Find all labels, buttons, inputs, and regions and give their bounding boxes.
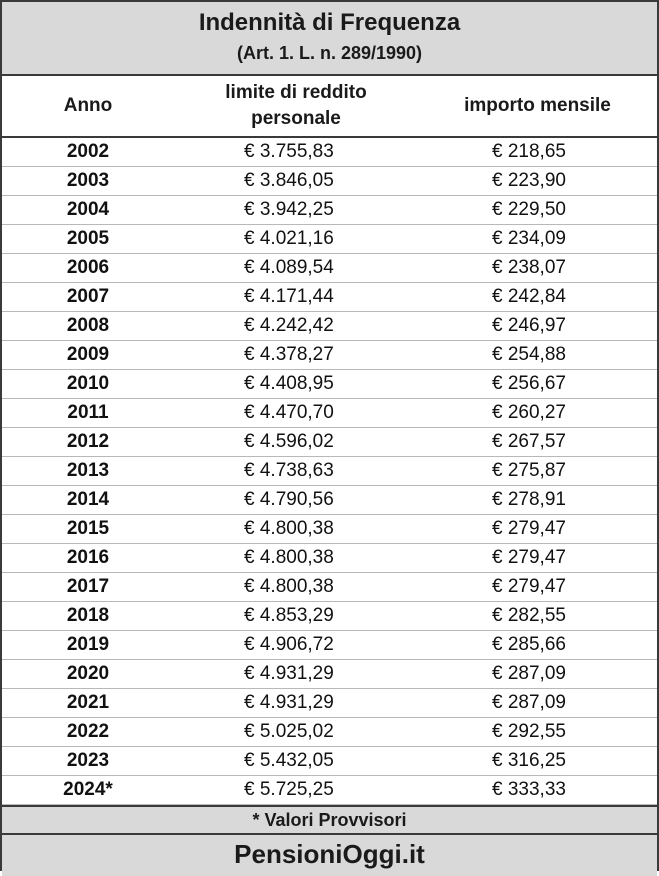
cell-monthly-amount: € 285,66 <box>492 634 566 655</box>
cell-monthly-amount: € 279,47 <box>492 576 566 597</box>
cell-monthly-amount: € 234,09 <box>492 228 566 249</box>
cell-monthly-amount: € 260,27 <box>492 402 566 423</box>
table-row <box>2 399 657 428</box>
table-row <box>2 283 657 312</box>
cell-income-limit: € 4.800,38 <box>244 518 334 539</box>
cell-year: 2016 <box>66 547 110 568</box>
cell-income-limit: € 4.171,44 <box>244 286 334 307</box>
table-row <box>2 631 657 660</box>
table-row <box>2 718 657 747</box>
table-row <box>2 689 657 718</box>
cell-year: 2005 <box>66 228 110 249</box>
cell-income-limit: € 4.853,29 <box>244 605 334 626</box>
cell-year: 2023 <box>66 750 110 771</box>
table-row <box>2 747 657 776</box>
cell-year: 2009 <box>66 344 110 365</box>
cell-year: 2003 <box>66 170 110 191</box>
cell-income-limit: € 3.942,25 <box>244 199 334 220</box>
table-row <box>2 254 657 283</box>
title-block <box>2 2 657 76</box>
cell-income-limit: € 4.408,95 <box>244 373 334 394</box>
cell-year: 2010 <box>66 373 110 394</box>
cell-income-limit: € 4.596,02 <box>244 431 334 452</box>
cell-income-limit: € 4.089,54 <box>244 257 334 278</box>
cell-income-limit: € 4.931,29 <box>244 663 334 684</box>
cell-income-limit: € 4.931,29 <box>244 692 334 713</box>
cell-income-limit: € 4.790,56 <box>244 489 334 510</box>
table-row <box>2 544 657 573</box>
cell-monthly-amount: € 267,57 <box>492 431 566 452</box>
cell-income-limit: € 4.738,63 <box>244 460 334 481</box>
cell-year: 2015 <box>66 518 110 539</box>
table-row <box>2 167 657 196</box>
cell-monthly-amount: € 218,65 <box>492 141 566 162</box>
table-row <box>2 341 657 370</box>
cell-year: 2022 <box>66 721 110 742</box>
cell-year: 2017 <box>66 576 110 597</box>
table-row <box>2 428 657 457</box>
cell-year: 2018 <box>66 605 110 626</box>
table-row <box>2 602 657 631</box>
cell-monthly-amount: € 242,84 <box>492 286 566 307</box>
header-monthly-amount: importo mensile <box>464 95 611 116</box>
cell-monthly-amount: € 223,90 <box>492 170 566 191</box>
cell-year: 2019 <box>66 634 110 655</box>
table-row <box>2 776 657 805</box>
cell-monthly-amount: € 333,33 <box>492 779 566 800</box>
cell-monthly-amount: € 246,97 <box>492 315 566 336</box>
cell-income-limit: € 5.432,05 <box>244 750 334 771</box>
cell-monthly-amount: € 238,07 <box>492 257 566 278</box>
cell-income-limit: € 4.378,27 <box>244 344 334 365</box>
cell-monthly-amount: € 287,09 <box>492 663 566 684</box>
table-row <box>2 660 657 689</box>
table-row <box>2 515 657 544</box>
cell-monthly-amount: € 316,25 <box>492 750 566 771</box>
header-income-limit-line2: personale <box>251 108 341 129</box>
header-year: Anno <box>63 95 113 116</box>
table-row <box>2 573 657 602</box>
header-income-limit-line1: limite di reddito <box>225 82 367 103</box>
cell-monthly-amount: € 275,87 <box>492 460 566 481</box>
cell-income-limit: € 4.800,38 <box>244 576 334 597</box>
cell-income-limit: € 4.906,72 <box>244 634 334 655</box>
table-row <box>2 312 657 341</box>
cell-income-limit: € 4.242,42 <box>244 315 334 336</box>
cell-income-limit: € 4.800,38 <box>244 547 334 568</box>
cell-income-limit: € 4.021,16 <box>244 228 334 249</box>
cell-monthly-amount: € 287,09 <box>492 692 566 713</box>
cell-income-limit: € 5.025,02 <box>244 721 334 742</box>
cell-monthly-amount: € 254,88 <box>492 344 566 365</box>
cell-year: 2002 <box>66 141 110 162</box>
cell-year: 2012 <box>66 431 110 452</box>
cell-income-limit: € 4.470,70 <box>244 402 334 423</box>
cell-monthly-amount: € 279,47 <box>492 518 566 539</box>
table-title: Indennità di Frequenza <box>198 9 461 36</box>
cell-year: 2011 <box>67 402 109 423</box>
table-header <box>2 76 657 138</box>
source-footer: PensioniOggi.it <box>2 835 657 876</box>
table-row <box>2 196 657 225</box>
table-row <box>2 138 657 167</box>
cell-year: 2007 <box>66 286 110 307</box>
cell-year: 2013 <box>66 460 110 481</box>
table-row <box>2 486 657 515</box>
cell-year: 2008 <box>66 315 110 336</box>
cell-monthly-amount: € 292,55 <box>492 721 566 742</box>
table-row <box>2 370 657 399</box>
cell-monthly-amount: € 278,91 <box>492 489 566 510</box>
cell-monthly-amount: € 282,55 <box>492 605 566 626</box>
cell-year: 2024* <box>63 779 113 800</box>
cell-income-limit: € 5.725,25 <box>244 779 334 800</box>
cell-monthly-amount: € 229,50 <box>492 199 566 220</box>
table-body <box>2 138 657 805</box>
footnote: * Valori Provvisori <box>2 805 657 835</box>
table-row <box>2 457 657 486</box>
cell-monthly-amount: € 256,67 <box>492 373 566 394</box>
cell-monthly-amount: € 279,47 <box>492 547 566 568</box>
table-subtitle: (Art. 1. L. n. 289/1990) <box>236 43 423 63</box>
cell-income-limit: € 3.846,05 <box>244 170 334 191</box>
cell-income-limit: € 3.755,83 <box>244 141 334 162</box>
table-row <box>2 225 657 254</box>
cell-year: 2021 <box>66 692 110 713</box>
cell-year: 2020 <box>66 663 110 684</box>
cell-year: 2006 <box>66 257 110 278</box>
header-income-limit <box>174 80 418 132</box>
cell-year: 2004 <box>66 199 110 220</box>
cell-year: 2014 <box>66 489 110 510</box>
